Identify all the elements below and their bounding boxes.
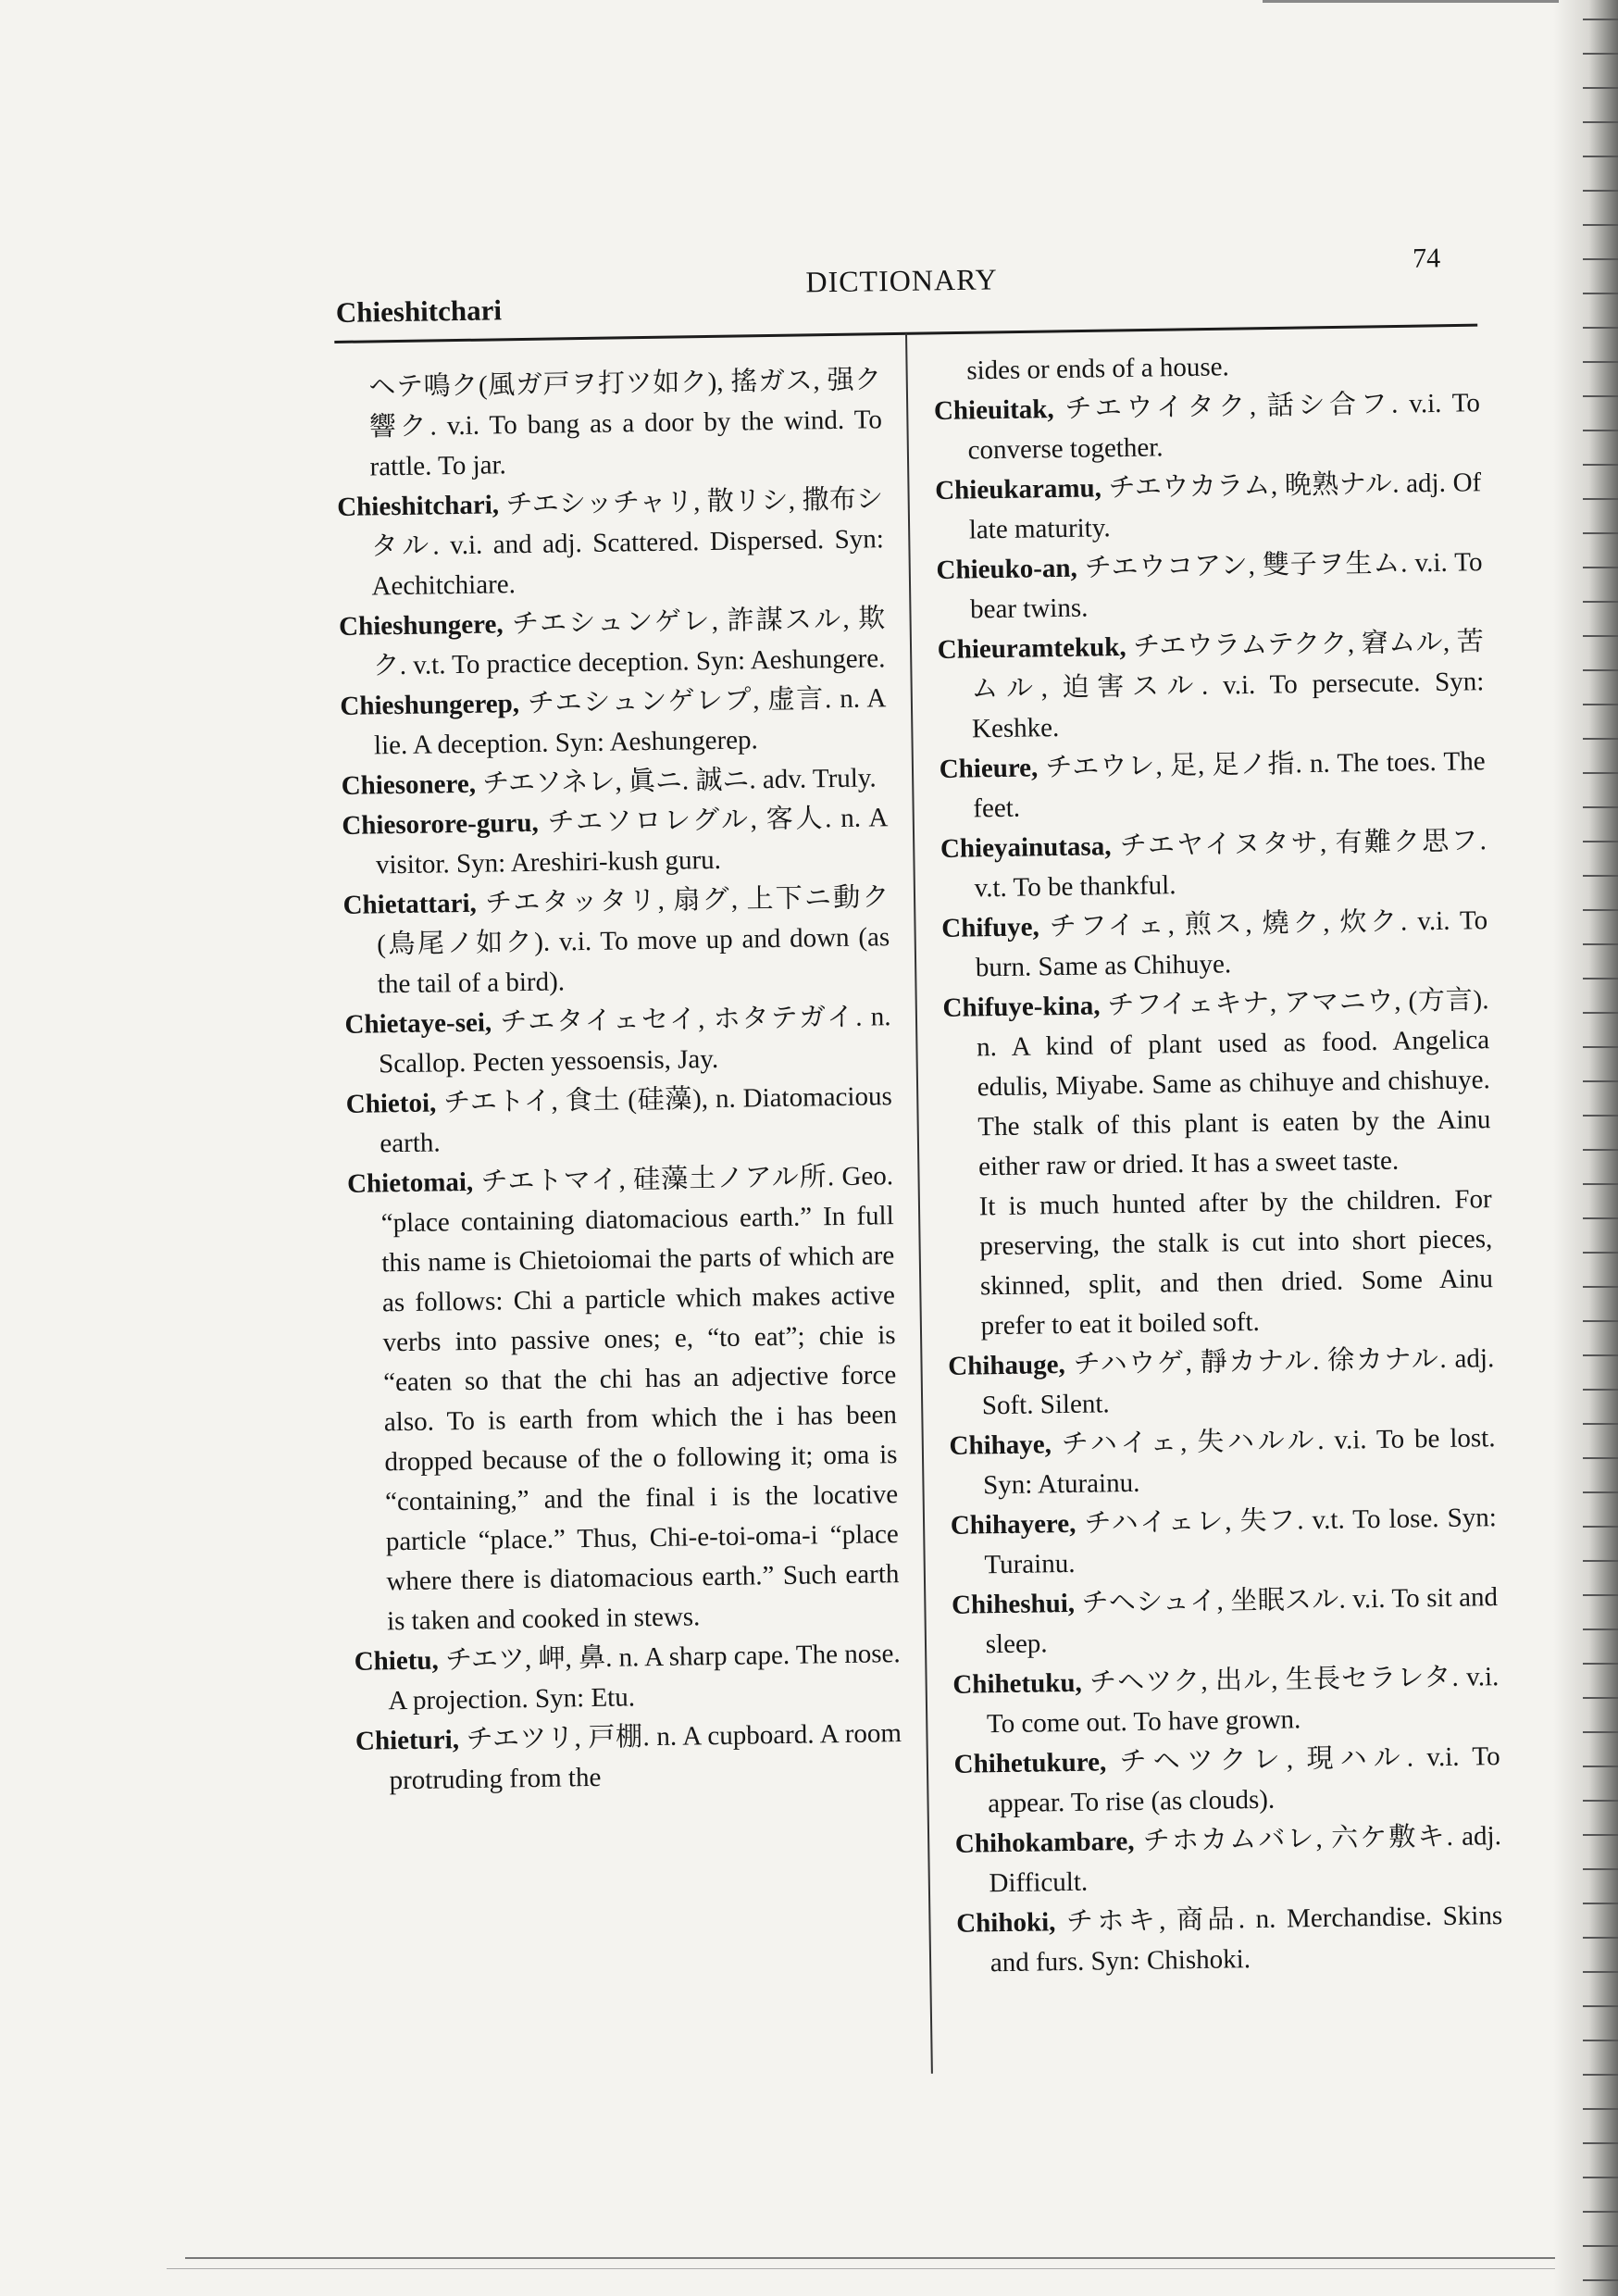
entry-headword: Chieuko-an, [936,553,1078,585]
entry-definition: チエソネレ, 眞ニ. 誠ニ. adv. Truly. [481,763,877,799]
dictionary-entry [955,1816,1502,1904]
edge-mark [1583,361,1618,363]
entry-definition: チエツ, 岬, 鼻. n. A sharp cape. The nose. A projection. Syn: Etu. [388,1639,901,1716]
edge-mark [1583,2005,1618,2007]
dictionary-entry [956,1896,1503,1984]
dictionary-entry [345,1077,892,1165]
edge-mark [1583,2279,1618,2281]
edge-mark [1583,1217,1618,1219]
scan-artifact-bottom [185,2257,1555,2259]
entry-headword: Chihetuku, [952,1667,1083,1700]
edge-mark [1583,1971,1618,1973]
edge-mark [1583,1526,1618,1528]
entry-headword: Chieshungerep, [340,689,520,721]
edge-mark [1583,1594,1618,1596]
edge-mark [1583,327,1618,329]
dictionary-entry [952,1578,1499,1666]
entry-headword: Chieukaramu, [934,473,1102,505]
edge-mark [1583,1149,1618,1151]
edge-mark [1583,258,1618,260]
page-edge-shadow [1553,0,1618,2296]
entry-definition: チハイェレ, 失フ. v.t. To lose. Syn: Turainu. [984,1503,1497,1580]
entry-definition: チヘシュイ, 坐眠スル. v.i. To sit and sleep. [985,1582,1499,1660]
edge-mark [1583,190,1618,192]
edge-mark [1583,1731,1618,1733]
edge-mark [1583,532,1618,534]
dictionary-entry [354,1634,901,1722]
edge-mark [1583,2108,1618,2110]
entry-headword: Chieyainutasa, [940,831,1112,864]
dictionary-entry [934,383,1481,471]
entry-definition: チエトイ, 食土 (硅藻), n. Diatomacious earth. [380,1081,892,1159]
edge-mark [1583,1766,1618,1767]
entry-definition: チエシッチャリ, 散リシ, 撒布シタル. v.i. and adj. Scattered. Dispersed. Syn: Aechitchiare. [370,484,885,602]
edge-mark [1583,738,1618,740]
entry-definition: チハイェ, 失ハルル. v.i. To be lost. Syn: Aturainu. [982,1423,1496,1501]
edge-mark [1583,978,1618,980]
edge-mark [1583,704,1618,705]
edge-mark [1583,1389,1618,1391]
entry-definition: チヘツク, 出ル, 生長セラレタ. v.i. To come out. To have grown. [986,1662,1500,1740]
edge-mark [1583,1252,1618,1254]
left-column [335,360,902,1802]
edge-mark [1583,2040,1618,2041]
scan-artifact-bottom-2 [167,2268,1555,2269]
entry-headword: Chietomai, [346,1167,474,1199]
edge-mark [1583,567,1618,568]
edge-mark [1583,1491,1618,1493]
entry-definition: チエタッタリ, 扇グ, 上下ニ動ク (鳥尾ノ如ク). v.i. To move up and down (as the tail of a bird). [377,882,890,1000]
page-header [333,243,1482,333]
dictionary-entry [337,480,885,607]
edge-mark [1583,841,1618,842]
entry-headword: Chihauge, [948,1350,1065,1381]
entry-definition: チエタイェセイ, ホタテガイ. n. Scallop. Pecten yessoensis, Jay. [378,1002,891,1079]
dictionary-entry [948,1339,1495,1427]
edge-mark [1583,87,1618,89]
entry-headword: Chihoki, [955,1907,1056,1939]
entry-definition: チエトマイ, 硅藻土ノアル所. Geo. “place containing diatomacious earth.” In full this name is Chietoiomai the parts of which are as follows: Chi a particle which makes active verbs into passive ones; e, “to eat”; chie is “eaten so that the chi has an adjective force also. To is earth from which the i has been dropped because of the o following it; oma is “containing,” and the final i is the locative particle “place.” Thus, Chi-e-toi-oma-i “place where there is diatomacious earth.” Such earth is taken and cooked in stews. [380,1161,900,1637]
edge-mark [1583,293,1618,294]
entry-definition: チホカムバレ, 六ケ敷キ. adj. Difficult. [989,1821,1502,1899]
entry-definition: It is much hunted after by the children. For preserving, the stalk is cut into short pieces, skinned, split, and then dried. Some Ainu prefer to eat it boiled soft. [978,1184,1494,1341]
entry-headword: Chihayere, [950,1508,1077,1541]
entry-headword: Chieure, [939,753,1039,784]
edge-mark [1583,2245,1618,2247]
edge-mark [1583,1868,1618,1870]
entry-definition: チエシュンゲレプ, 虚言. n. A lie. A deception. Syn: Aeshungerep. [373,683,887,761]
entry-headword: Chietaye-sei, [344,1007,492,1040]
entry-definition: チエウコアン, 雙子ヲ生ム. v.i. To bear twins. [969,547,1483,625]
edge-mark [1583,395,1618,397]
dictionary-entry [347,1156,901,1642]
entry-definition: チフイェ, 煎ス, 燒ク, 炊ク. v.i. To burn. Same as Chihuye. [975,905,1488,983]
dictionary-entry [941,901,1488,989]
edge-mark [1583,1046,1618,1048]
edge-mark [1583,1115,1618,1117]
edge-mark [1583,2177,1618,2178]
edge-mark [1583,498,1618,500]
edge-mark [1583,1320,1618,1322]
dictionary-entry [342,798,889,886]
entry-definition: チエヤイヌタサ, 有難ク思フ. v.t. To be thankful. [974,826,1487,904]
edge-mark [1583,2074,1618,2076]
entry-headword: Chiesonere, [341,768,477,801]
edge-mark [1583,1423,1618,1425]
edge-mark [1583,1903,1618,1904]
entry-definition: チホキ, 商品. n. Merchandise. Skins and furs. Syn: Chishoki. [989,1901,1503,1978]
edge-mark [1583,909,1618,911]
entry-headword: Chieuitak, [933,394,1054,426]
entry-headword: Chifuye, [941,912,1040,943]
edge-mark [1583,1800,1618,1802]
entry-definition: チエシュンゲレ, 詐謀スル, 欺ク. v.t. To practice deception. Syn: Aeshungere. [372,604,886,681]
edge-mark [1583,1457,1618,1459]
entry-headword: Chihetukure, [953,1747,1107,1779]
entry-headword: Chietu, [354,1645,439,1677]
dictionary-entry [340,679,887,767]
page-number: 74 [1412,243,1441,274]
entry-definition: チフイェキナ, アマニウ, (方言). n. A kind of plant used as food. Angelica edulis, Miyabe. Same as chihuye and chishuye. The stalk of this plant is eaten by the Ainu either raw or dried. It has a sweet taste. [976,985,1491,1182]
dictionary-entry [953,1737,1500,1825]
edge-mark [1583,1560,1618,1562]
entry-headword: Chieshungere, [338,609,504,642]
edge-mark [1583,2142,1618,2144]
dictionary-entry [949,1418,1496,1506]
dictionary-entry [937,622,1485,750]
dictionary-entry [939,742,1486,830]
entry-definition: チエソロレグル, 客人. n. A visitor. Syn: Areshiri-kush guru. [375,803,889,880]
edge-mark [1583,156,1618,157]
entry-headword: Chiheshui, [951,1588,1076,1620]
edge-mark [1583,1012,1618,1014]
entry-definition: sides or ends of a house. [966,352,1230,386]
entry-headword: Chieturi, [355,1725,460,1756]
edge-mark [1583,53,1618,55]
dictionary-entry [335,360,883,488]
edge-mark [1583,1628,1618,1630]
entry-headword: Chihaye, [949,1429,1052,1461]
dictionary-entry [339,599,886,687]
edge-mark [1583,464,1618,466]
edge-mark [1583,1080,1618,1082]
dictionary-entry [945,1179,1493,1347]
edge-mark [1583,430,1618,431]
edge-mark [1583,19,1618,20]
entry-definition: チエツリ, 戸棚. n. A cupboard. A room protruding from the [389,1718,902,1796]
edge-mark [1583,2211,1618,2213]
edge-mark [1583,1937,1618,1939]
entry-definition: チエウイタク, 話シ合フ. v.i. To converse together. [967,388,1481,466]
edge-mark [1583,121,1618,123]
edge-mark [1583,1834,1618,1836]
running-headword: Chieshitchari [335,293,503,329]
dictionary-entry [935,463,1482,551]
dictionary-entry [952,1657,1500,1745]
edge-mark [1583,1286,1618,1288]
entry-headword: Chietoi, [345,1088,437,1119]
entry-definition: チエウカラム, 晩熟ナル. adj. Of late maturity. [968,468,1482,545]
entry-headword: Chifuye-kina, [942,991,1101,1023]
entry-definition: チエウラムテクク, 窘ムル, 苦ムル, 迫害スル. v.i. To persecute. Syn: Keshke. [971,627,1485,744]
edge-mark [1583,635,1618,637]
entry-definition: チハウゲ, 靜カナル. 徐カナル. adj. Soft. Silent. [981,1343,1495,1421]
right-column [933,343,1503,1984]
dictionary-entry [940,821,1487,909]
edge-mark [1583,224,1618,226]
dictionary-entry [342,878,890,1005]
edge-mark [1583,875,1618,877]
edge-mark [1583,1663,1618,1665]
edge-mark [1583,1354,1618,1356]
entry-headword: Chiesorore-guru, [342,807,539,841]
entry-headword: Chihokambare, [954,1826,1135,1859]
entry-headword: Chietattari, [342,888,477,920]
entry-headword: Chieshitchari, [336,490,500,522]
edge-mark [1583,943,1618,945]
edge-mark [1583,601,1618,603]
edge-mark [1583,772,1618,774]
entry-definition: ヘテ鳴ク(風ガ戸ヲ打ツ如ク), 搖ガス, 强ク響ク. v.i. To bang as a door by the wind. To rattle. To jar. [368,365,883,482]
entry-headword: Chieuramtekuk, [937,631,1126,665]
edge-mark [1583,806,1618,808]
scan-artifact-top [1263,0,1559,3]
entry-definition: チエウレ, 足, 足ノ指. n. The toes. The feet. [973,746,1486,824]
dictionary-entry [936,543,1483,630]
edge-mark [1583,669,1618,671]
edge-mark [1583,1697,1618,1699]
entry-definition: チヘツクレ, 現ハル. v.i. To appear. To rise (as clouds). [988,1741,1500,1819]
dictionary-entry [950,1498,1497,1586]
dictionary-entry [942,980,1491,1188]
column-divider [905,333,933,2074]
edge-mark [1583,1183,1618,1185]
dictionary-entry [344,997,891,1085]
dictionary-entry [355,1714,902,1802]
running-title: DICTIONARY [805,262,998,299]
